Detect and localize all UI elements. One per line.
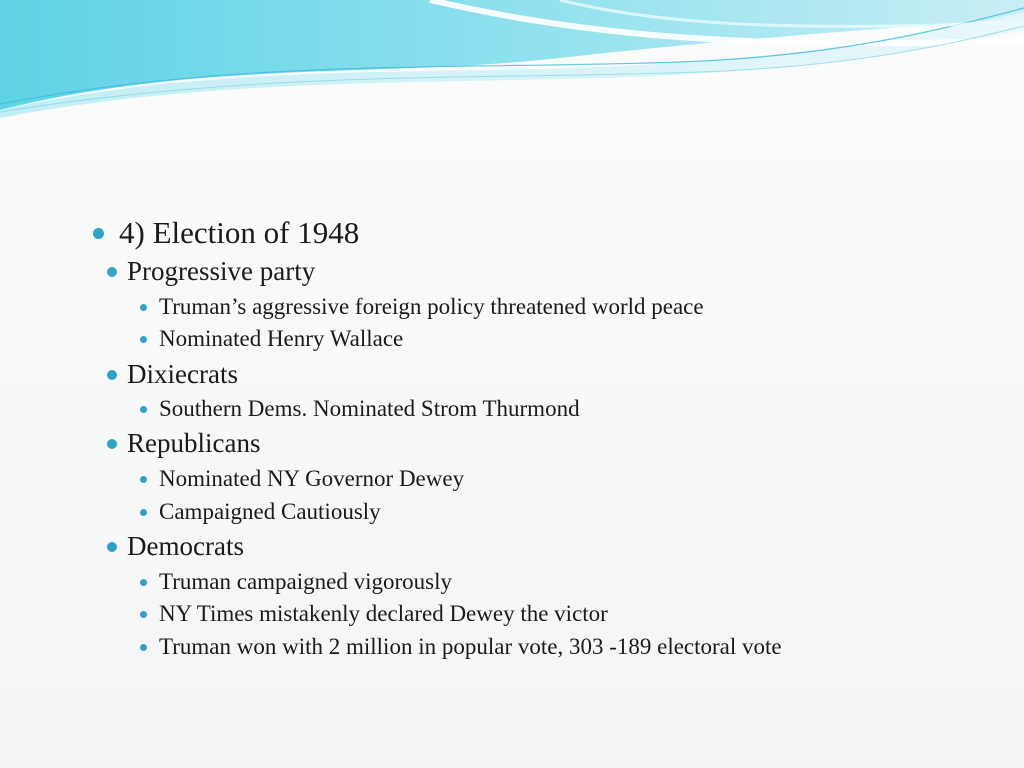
- outline-item: [140, 466, 464, 492]
- bullet-icon: [140, 579, 147, 586]
- outline-item-text: Campaigned Cautiously: [159, 499, 381, 524]
- outline-item-text: Nominated Henry Wallace: [159, 326, 404, 351]
- outline-item-text: Democrats: [127, 531, 244, 561]
- outline-item-text: Nominated NY Governor Dewey: [159, 466, 465, 491]
- bullet-icon: [107, 370, 117, 380]
- outline-item: [140, 601, 608, 627]
- bullet-icon: [140, 509, 147, 516]
- bullet-icon: [107, 267, 117, 277]
- bullet-icon: [107, 439, 117, 449]
- bullet-icon: [140, 336, 147, 343]
- outline-item: [140, 569, 452, 595]
- bullet-icon: [107, 542, 117, 552]
- outline-item-text: Truman won with 2 million in popular vote, 303 -189 electoral vote: [159, 634, 782, 659]
- bullet-icon: [140, 476, 147, 483]
- bullet-icon: [140, 304, 147, 311]
- outline-item-text: Progressive party: [127, 256, 316, 286]
- outline-item: [140, 634, 782, 660]
- outline-item-text: Truman campaigned vigorously: [159, 569, 453, 594]
- outline-item: [107, 428, 260, 459]
- outline-item: [107, 256, 315, 287]
- outline-item: [140, 499, 381, 525]
- bullet-icon: [140, 406, 147, 413]
- outline-item: [107, 531, 244, 562]
- outline-item: [140, 294, 704, 320]
- outline-item: [140, 326, 403, 352]
- outline-item-text: NY Times mistakenly declared Dewey the victor: [159, 601, 608, 626]
- outline-item: [93, 215, 359, 251]
- outline-item-text: Dixiecrats: [127, 359, 238, 389]
- outline-item-text: Republicans: [127, 428, 261, 458]
- outline-item-text: 4) Election of 1948: [119, 215, 360, 250]
- outline-item-text: Truman’s aggressive foreign policy threatened world peace: [159, 294, 704, 319]
- bullet-icon: [140, 644, 147, 651]
- bullet-icon: [140, 611, 147, 618]
- outline-item-text: Southern Dems. Nominated Strom Thurmond: [159, 396, 580, 421]
- outline-item: [140, 396, 580, 422]
- bullet-icon: [93, 228, 104, 239]
- outline-item: [107, 359, 238, 390]
